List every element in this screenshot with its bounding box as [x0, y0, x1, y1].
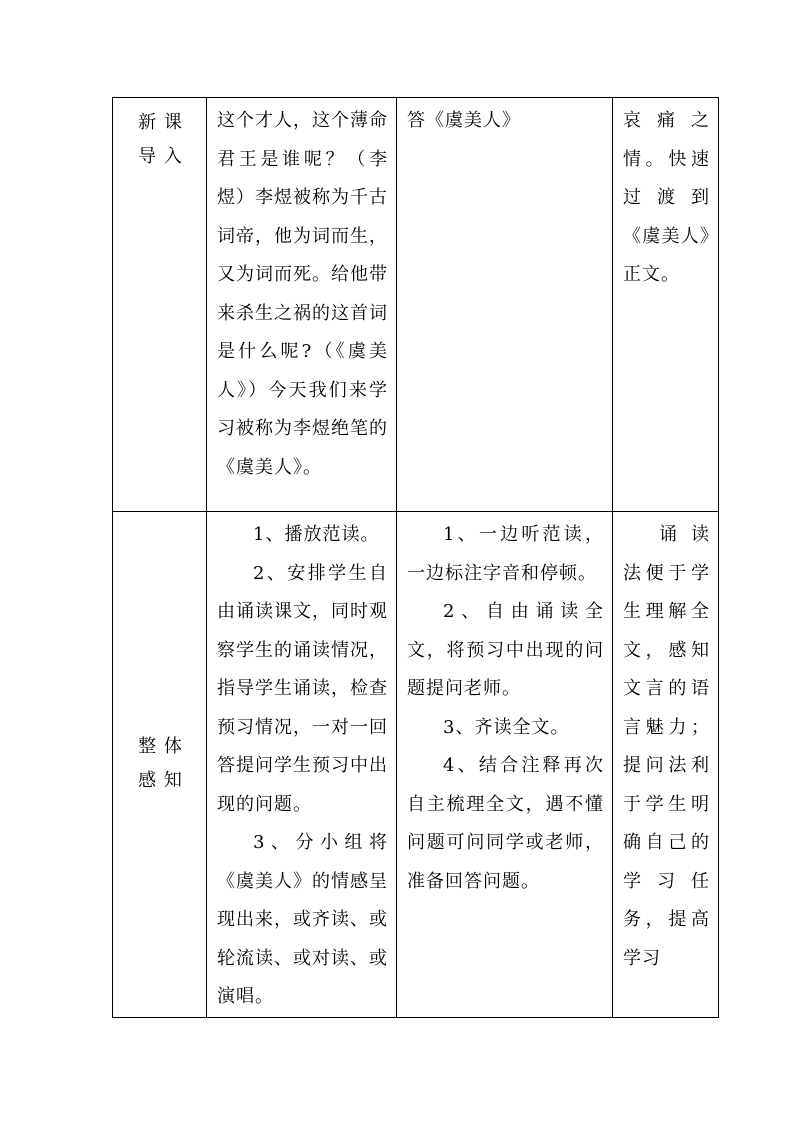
- table-row-overview: [113, 512, 719, 1018]
- student-step: 4、结合注释再次自主梳理全文，遇不懂问题可问同学或老师，准备回答问题。: [407, 755, 604, 892]
- section-label-line: 感 知: [138, 770, 183, 792]
- student-step: 2、自由诵读全文，将预习中出现的问题提问老师。: [407, 601, 604, 699]
- design-intent-cell: 哀痛之情。快速过渡到《虞美人》正文。: [613, 98, 719, 512]
- teacher-step: 3、分小组将《虞美人》的情感呈现出来，或齐读、或轮流读、或对读、或演唱。: [217, 832, 388, 1007]
- student-activity-cell: 答《虞美人》: [397, 98, 613, 512]
- student-step: 3、齐读全文。: [443, 716, 570, 738]
- section-label-line: 导 入: [138, 146, 183, 167]
- teacher-activity-cell: 这个才人，这个薄命君王是谁呢？（李煜）李煜被称为千古词帝，他为词而生，又为词而死。给他带来杀生之祸的这首词是什么呢?（《虞美人》）今天我们来学习被称为李煜绝笔的《虞美人》。: [207, 98, 397, 512]
- teacher-step: 2、安排学生自由诵读课文，同时观察学生的诵读情况，指导学生诵读，检查预习情况，一对一回答提问学生预习中出现的问题。: [217, 562, 388, 815]
- teacher-step: 1、播放范读。: [253, 524, 380, 545]
- student-activity-cell: [397, 512, 613, 1018]
- design-intent-text: 诵读法便于学生理解全文，感知文言的语言魅力；提问法利于学生明确自己的学习任务，提高学习: [623, 524, 710, 969]
- section-label-line: 新 课: [138, 112, 183, 133]
- section-label-overview: [113, 512, 207, 1018]
- student-step: 1、一边听范读，一边标注字音和停顿。: [407, 524, 604, 584]
- lesson-plan-table: [112, 97, 719, 1018]
- section-label-intro: [113, 98, 207, 512]
- section-label-line: 整 体: [138, 736, 183, 758]
- table-row-intro: [113, 98, 719, 512]
- design-intent-cell: [613, 512, 719, 1018]
- teacher-activity-cell: [207, 512, 397, 1018]
